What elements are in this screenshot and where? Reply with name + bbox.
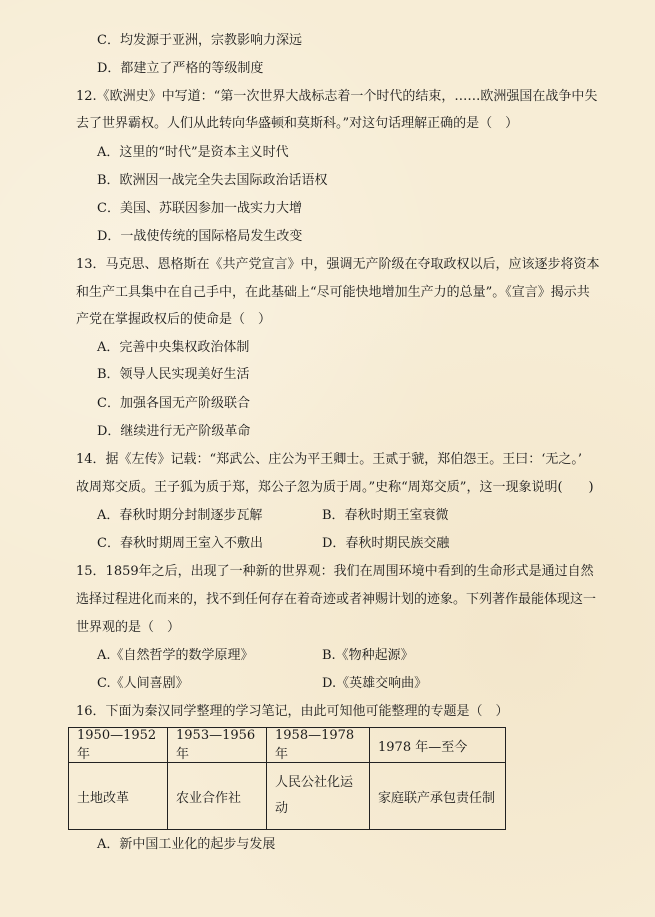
q14-stem-line-2: 故周郑交质。王子狐为质于郑，郑公子忽为质于周。”史称“周郑交质”，这一现象说明( ) [76,480,594,495]
table-header-cell: 1953—1956 年 [168,728,267,763]
table-cell: 土地改革 [69,763,168,830]
q13-option-a[interactable]: A．完善中央集权政治体制 [97,340,250,355]
q13-stem-line-2: 和生产工具集中在自己手中，在此基础上“尽可能快地增加生产力的总量”。《宣言》揭示共 [76,285,590,300]
q13-option-b[interactable]: B．领导人民实现美好生活 [97,367,250,382]
q13-option-c[interactable]: C．加强各国无产阶级联合 [97,396,250,411]
q15-option-d[interactable]: D.《英雄交响曲》 [322,676,428,691]
q16-option-a[interactable]: A．新中国工业化的起步与发展 [97,837,276,852]
table-cell: 人民公社化运动 [267,763,370,830]
table-header-cell: 1978 年—至今 [370,728,506,763]
q15-stem-line-3: 世界观的是（ ） [76,620,181,635]
table-header-cell: 1958—1978 年 [267,728,370,763]
q12-option-b[interactable]: B．欧洲因一战完全失去国际政治话语权 [97,173,328,188]
q15-option-c[interactable]: C.《人间喜剧》 [97,676,189,691]
study-notes-table [68,727,506,830]
q12-option-a[interactable]: A．这里的“时代”是资本主义时代 [97,145,289,160]
q14-option-b[interactable]: B．春秋时期王室衰微 [322,508,449,523]
table-header-row [69,728,506,763]
q15-option-a[interactable]: A.《自然哲学的数学原理》 [97,648,254,663]
q11-option-c[interactable]: C．均发源于亚洲，宗教影响力深远 [97,33,302,48]
q15-stem-line-1: 15．1859年之后，出现了一种新的世界观：我们在周围环境中看到的生命形式是通过自然 [76,564,594,579]
q13-stem-line-1: 13．马克思、恩格斯在《共产党宣言》中，强调无产阶级在夺取政权以后，应该逐步将资本 [76,257,600,272]
table-cell: 家庭联产承包责任制 [370,763,506,830]
table-row [69,763,506,830]
q11-option-d[interactable]: D．都建立了严格的等级制度 [97,61,264,76]
q14-option-c[interactable]: C．春秋时期周王室入不敷出 [97,536,263,551]
q15-stem-line-2: 选择过程进化而来的，找不到任何存在着奇迹或者神赐计划的迹象。下列著作最能体现这一 [76,592,597,607]
q14-option-a[interactable]: A．春秋时期分封制逐步瓦解 [97,508,263,523]
q14-option-d[interactable]: D．春秋时期民族交融 [322,536,450,551]
q12-stem-line-2: 去了世界霸权。人们从此转向华盛顿和莫斯科。”对这句话理解正确的是（ ） [76,116,519,131]
q12-stem-line-1: 12.《欧洲史》中写道：“第一次世界大战标志着一个时代的结束，……欧洲强国在战争中失 [76,89,598,104]
q12-option-d[interactable]: D．一战使传统的国际格局发生改变 [97,229,303,244]
q12-option-c[interactable]: C．美国、苏联因参加一战实力大增 [97,201,302,216]
q16-stem-line-1: 16．下面为秦汉同学整理的学习笔记，由此可知他可能整理的专题是（ ） [76,704,509,719]
table-header-cell: 1950—1952 年 [69,728,168,763]
q13-stem-line-3: 产党在掌握政权后的使命是（ ） [76,312,272,327]
q13-option-d[interactable]: D．继续进行无产阶级革命 [97,424,251,439]
table-cell: 农业合作社 [168,763,267,830]
q14-stem-line-1: 14．据《左传》记载：“郑武公、庄公为平王卿士。王贰于虢，郑伯怨王。王曰：‘无之。’ [76,452,582,467]
q15-option-b[interactable]: B.《物种起源》 [322,648,414,663]
